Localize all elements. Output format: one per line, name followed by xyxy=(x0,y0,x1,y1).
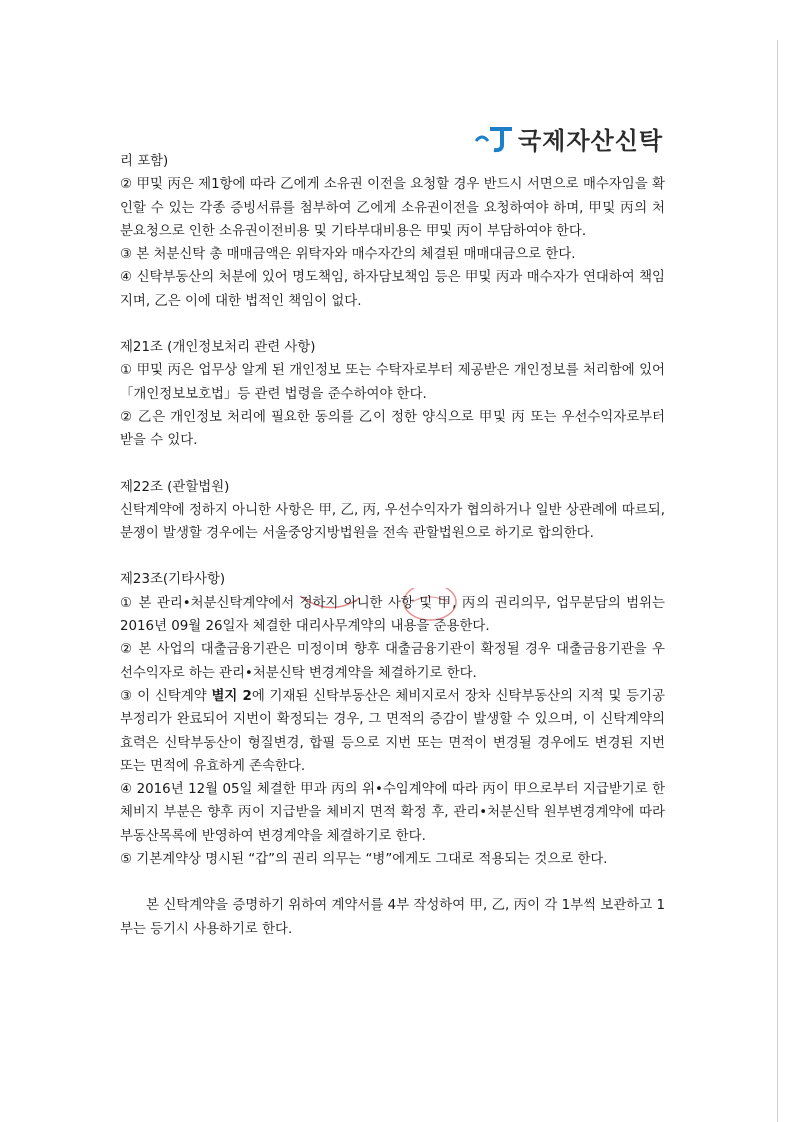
clause-23-item-3 xyxy=(120,685,665,778)
clause-21-item-2: ② 乙은 개인정보 처리에 필요한 동의를 乙이 정한 양식으로 甲및 丙 또는 우선수익자로부터 받을 수 있다. xyxy=(120,409,665,449)
clause-20-item-4: ④ 신탁부동산의 처분에 있어 명도책임, 하자담보책임 등은 甲및 丙과 매수자가 연대하여 책임지며, 乙은 이에 대한 법적인 책임이 없다. xyxy=(120,270,665,309)
clause-22-body: 신탁계약에 정하지 아니한 사항은 甲, 乙, 丙, 우선수익자가 협의하거나 일반 상관례에 따르되, 분쟁이 발생할 경우에는 서울중앙지방법원을 전속 관할법원으로 하기로 합의한다. xyxy=(120,502,665,542)
clause-23-item-5: ⑤ 기본계약상 명시된 “갑”의 권리 의무는 “병”에게도 그대로 적용되는 것으로 한다. xyxy=(120,852,608,868)
clause-23-item-3-pre: ③ 이 신탁계약 xyxy=(120,688,212,704)
clause-23-item-2: ② 본 사업의 대출금융기관은 미정이며 향후 대출금융기관이 확정될 경우 대출금융기관을 우선수익자로 하는 관리•처분신탁 변경계약을 체결하기로 한다. xyxy=(120,642,665,681)
clause-23-item-3-post: 에 기재된 신탁부동산은 체비지로서 장차 신탁부동산의 지적 및 등기공부정리가 완료되어 지번이 확정되는 경우, 그 면적의 증감이 발생할 수 있으며, 이 신탁계약의 효력은 신탁부동산이 형질변경, 합필 등으로 지번 또는 면적이 변경될 경우에도 변경된 지번 또는 면적에 유효하게 존속한다. xyxy=(120,688,665,774)
clause-21-item-1: ① 甲및 丙은 업무상 알게 된 개인정보 또는 수탁자로부터 제공받은 개인정보를 처리함에 있어 「개인정보보호법」등 관련 법령을 준수하여야 한다. xyxy=(120,363,665,402)
clause-20-item-3: ③ 본 처분신탁 총 매매금액은 위탁자와 매수자간의 체결된 매매대금으로 한다. xyxy=(120,247,576,263)
article-21-heading: 제21조 (개인정보처리 관련 사항) xyxy=(120,340,316,356)
clause-20-item-2: ② 甲및 丙은 제1항에 따라 乙에게 소유권 이전을 요청할 경우 반드시 서면으로 매수자임을 확인할 수 있는 각종 증빙서류를 첨부하여 乙에게 소유권이전을 요청하여야 하며, 甲및 丙의 처분요청으로 인한 소유권이전비용 및 기타부대비용은 甲및 丙이 부담하여야 한다. xyxy=(120,177,665,239)
page-edge-line xyxy=(777,40,778,1122)
article-23-heading: 제23조(기타사항) xyxy=(120,572,226,588)
appendix-2-ref: 별지 2 xyxy=(211,688,252,704)
paragraph-continuation: 리 포함) xyxy=(120,154,169,169)
document-body xyxy=(120,150,665,941)
logo-text: 국제자산신탁 xyxy=(518,126,664,155)
closing-statement: 본 신탁계약을 증명하기 위하여 계약서를 4부 작성하여 甲, 乙, 丙이 각 1부씩 보관하고 1부는 등기시 사용하기로 한다. xyxy=(120,898,666,937)
clause-23-item-4: ④ 2016년 12월 05일 체결한 甲과 丙의 위•수임계약에 따라 丙이 甲으로부터 지급받기로 한 체비지 부분은 향후 丙이 지급받을 체비지 면적 확정 후, 관리•처분신탁 원부변경계약에 따라 부동산목록에 반영하여 변경계약을 체결하기로 한다. xyxy=(120,782,665,844)
article-22-heading: 제22조 (관할법원) xyxy=(120,479,230,495)
clause-23-item-1: ① 본 관리•처분신탁계약에서 정하지 아니한 사항 및 甲, 丙의 권리의무, 업무분담의 범위는 2016년 09월 26일자 체결한 대리사무계약의 내용을 준용한다. xyxy=(120,595,665,635)
logo-mark-icon xyxy=(472,123,516,153)
